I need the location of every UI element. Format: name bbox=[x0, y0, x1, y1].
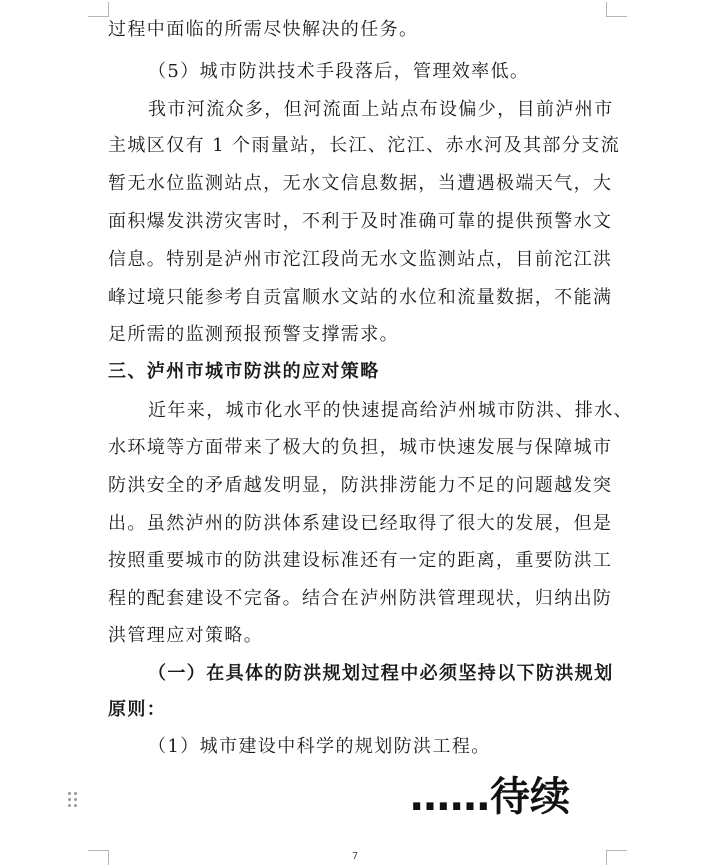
paragraph-line: 足所需的监测预报预警支撑需求。 bbox=[108, 324, 399, 345]
paragraph-line: 过程中面临的所需尽快解决的任务。 bbox=[108, 19, 419, 40]
section-heading: 三、泸州市城市防洪的应对策略 bbox=[108, 361, 380, 382]
paragraph-line: 按照重要城市的防洪建设标准还有一定的距离，重要防洪工 bbox=[108, 550, 613, 571]
paragraph-line: 暂无水位监测站点，无水文信息数据，当遭遇极端天气，大 bbox=[108, 173, 613, 194]
page-corner-mark-bottom-left bbox=[88, 850, 109, 865]
page-corner-mark-top-left bbox=[88, 2, 109, 17]
paragraph-line: 防洪安全的矛盾越发明显，防洪排涝能力不足的问题越发突 bbox=[108, 475, 613, 496]
list-item-1: （1）城市建设中科学的规划防洪工程。 bbox=[148, 736, 491, 757]
page-corner-mark-top-right bbox=[606, 2, 627, 17]
paragraph-line: 洪管理应对策略。 bbox=[108, 625, 264, 646]
paragraph-line: 主城区仅有 1 个雨量站，长江、沱江、赤水河及其部分支流 bbox=[108, 135, 621, 156]
subsection-heading-continued: 原则： bbox=[108, 699, 167, 720]
page-number: 7 bbox=[351, 851, 359, 862]
paragraph-line: 程的配套建设不完备。结合在泸州防洪管理现状，归纳出防 bbox=[108, 588, 613, 609]
to-be-continued-label: ……待续 bbox=[410, 774, 570, 820]
list-item-5: （5）城市防洪技术手段落后，管理效率低。 bbox=[148, 61, 530, 82]
paragraph-line: 水环境等方面带来了极大的负担，城市快速发展与保障城市 bbox=[108, 437, 613, 458]
paragraph-line: 信息。特别是泸州市沱江段尚无水文监测站点，目前沱江洪 bbox=[108, 249, 613, 270]
paragraph-line: 出。虽然泸州的防洪体系建设已经取得了很大的发展，但是 bbox=[108, 513, 613, 534]
subsection-heading: （一）在具体的防洪规划过程中必须坚持以下防洪规划 bbox=[148, 663, 614, 684]
drag-handle-icon[interactable] bbox=[68, 792, 78, 808]
paragraph-line: 峰过境只能参考自贡富顺水文站的水位和流量数据，不能满 bbox=[108, 287, 613, 308]
page-corner-mark-bottom-right bbox=[606, 850, 627, 865]
paragraph-line: 面积爆发洪涝灾害时，不利于及时准确可靠的提供预警水文 bbox=[108, 211, 613, 232]
paragraph-line: 我市河流众多，但河流面上站点布设偏少，目前泸州市 bbox=[148, 99, 614, 120]
paragraph-line: 近年来，城市化水平的快速提高给泸州城市防洪、排水、 bbox=[148, 400, 633, 421]
